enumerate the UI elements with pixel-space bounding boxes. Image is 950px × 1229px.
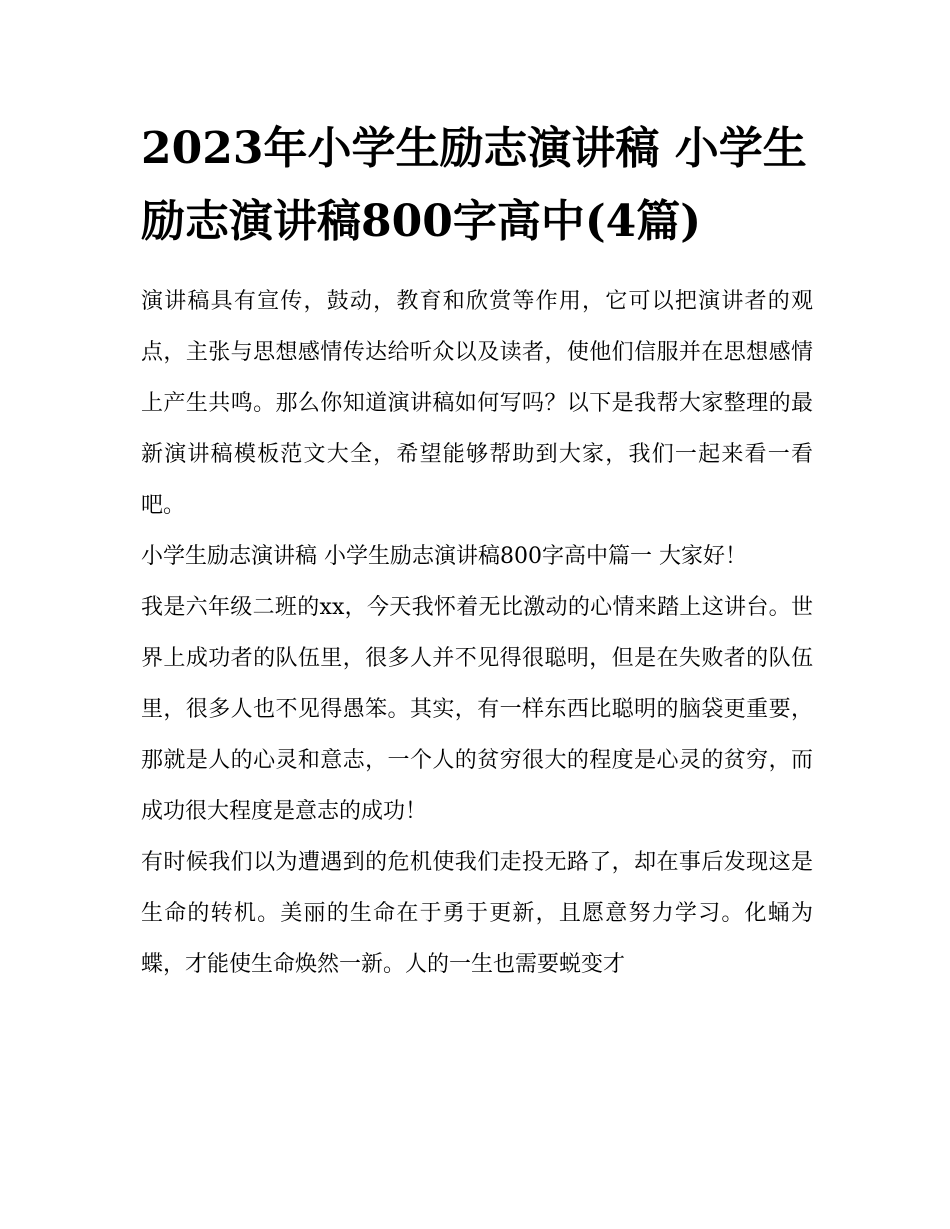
body-paragraph-1: 我是六年级二班的xx，今天我怀着无比激动的心情来踏上这讲台。世界上成功者的队伍里，很多人并不见得很聪明，但是在失败者的队伍里，很多人也不见得愚笨。其实，有一样东西比聪明的脑袋更重要，那就是人的心灵和意志，一个人的贫穷很大的程度是心灵的贫穷，而成功很大程度是意志的成功！ xyxy=(141,595,813,824)
intro-paragraph: 演讲稿具有宣传，鼓动，教育和欣赏等作用，它可以把演讲者的观点，主张与思想感情传达给听众以及读者，使他们信服并在思想感情上产生共鸣。那么你知道演讲稿如何写吗？以下是我帮大家整理的最新演讲稿模板范文大全，希望能够帮助到大家，我们一起来看一看吧。 xyxy=(141,289,813,518)
section-heading-paragraph: 小学生励志演讲稿 小学生励志演讲稿800字高中篇一 大家好！ xyxy=(141,544,747,569)
document-title: 2023年小学生励志演讲稿 小学生励志演讲稿800字高中(4篇) xyxy=(141,123,807,247)
body-paragraph-2: 有时候我们以为遭遇到的危机使我们走投无路了，却在事后发现这是生命的转机。美丽的生命在于勇于更新，且愿意努力学习。化蛹为蝶，才能使生命焕然一新。人的一生也需要蜕变才 xyxy=(141,850,813,977)
document-body xyxy=(141,112,813,990)
